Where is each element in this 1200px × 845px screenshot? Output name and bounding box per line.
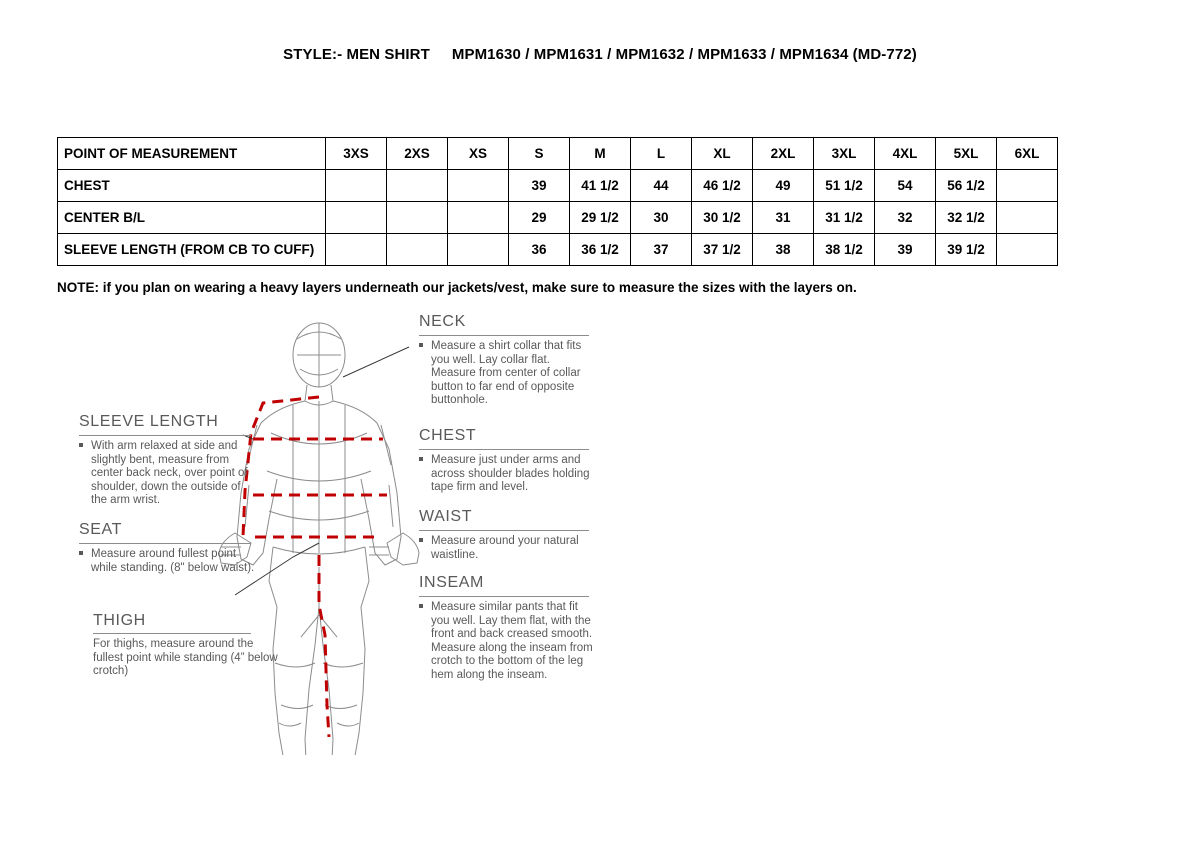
size-chart-table xyxy=(57,137,1058,266)
table-cell: 37 1/2 xyxy=(692,234,753,266)
table-cell: 36 xyxy=(509,234,570,266)
table-cell: 39 xyxy=(509,170,570,202)
table-cell xyxy=(448,234,509,266)
table-header-cell: 3XL xyxy=(814,138,875,170)
table-header-cell: POINT OF MEASUREMENT xyxy=(58,138,326,170)
callout-body-thigh: For thighs, measure around the fullest point while standing (4” below crotch) xyxy=(93,638,278,678)
callout-title-sleeve-length: SLEEVE LENGTH xyxy=(79,413,219,430)
table-header-cell: 4XL xyxy=(875,138,936,170)
table-header-cell: 2XL xyxy=(753,138,814,170)
table-cell: 31 xyxy=(753,202,814,234)
table-cell xyxy=(326,234,387,266)
page-title xyxy=(0,46,1200,63)
table-header-cell: M xyxy=(570,138,631,170)
callout-title-seat: SEAT xyxy=(79,521,123,538)
table-cell: 54 xyxy=(875,170,936,202)
table-row xyxy=(58,202,1058,234)
bullet-icon xyxy=(419,538,423,542)
page-title-style-label: STYLE:- MEN SHIRT xyxy=(283,46,430,63)
callout-body-sleeve-length: With arm relaxed at side and slightly bent, measure from center back neck, over point of shoulder, down the outside of the arm wrist. xyxy=(79,440,257,508)
table-cell xyxy=(387,202,448,234)
bullet-icon xyxy=(419,604,423,608)
body-figure-illustration xyxy=(57,305,1147,755)
callout-rule-seat xyxy=(79,543,251,544)
callout-title-chest: CHEST xyxy=(419,427,477,444)
callout-body-seat: Measure around fullest point while standing. (8" below waist). xyxy=(79,548,257,575)
table-header-cell: 3XS xyxy=(326,138,387,170)
table-cell xyxy=(448,202,509,234)
table-cell: 29 1/2 xyxy=(570,202,631,234)
callout-rule-neck xyxy=(419,335,589,336)
bullet-icon xyxy=(419,457,423,461)
measurement-diagram xyxy=(57,305,1147,755)
table-cell xyxy=(326,202,387,234)
table-cell: 39 1/2 xyxy=(936,234,997,266)
callout-title-waist: WAIST xyxy=(419,508,473,525)
table-cell: 39 xyxy=(875,234,936,266)
table-cell xyxy=(997,202,1058,234)
table-row xyxy=(58,170,1058,202)
table-cell: 31 1/2 xyxy=(814,202,875,234)
callout-title-thigh: THIGH xyxy=(93,612,146,629)
callout-body-chest: Measure just under arms and across shoulder blades holding tape firm and level. xyxy=(419,454,599,495)
table-cell xyxy=(997,170,1058,202)
table-header-cell: 5XL xyxy=(936,138,997,170)
callout-body-waist: Measure around your natural waistline. xyxy=(419,535,599,562)
size-chart-table-wrapper xyxy=(57,137,1057,266)
table-cell xyxy=(326,170,387,202)
callout-body-inseam: Measure similar pants that fit you well. Lay them flat, with the front and back creased smooth. Measure along the inseam from crotch to the bottom of the leg hem along the inseam. xyxy=(419,601,599,683)
table-header-cell: XS xyxy=(448,138,509,170)
bullet-icon xyxy=(79,551,83,555)
table-header-row xyxy=(58,138,1058,170)
table-cell: 30 1/2 xyxy=(692,202,753,234)
row-label: CHEST xyxy=(58,170,326,202)
table-cell: 41 1/2 xyxy=(570,170,631,202)
row-label: SLEEVE LENGTH (FROM CB TO CUFF) xyxy=(58,234,326,266)
table-cell xyxy=(997,234,1058,266)
page-title-style-codes: MPM1630 / MPM1631 / MPM1632 / MPM1633 / MPM1634 (MD-772) xyxy=(451,46,917,63)
table-header-cell: XL xyxy=(692,138,753,170)
table-header-cell: S xyxy=(509,138,570,170)
table-cell: 51 1/2 xyxy=(814,170,875,202)
callout-rule-waist xyxy=(419,530,589,531)
callout-rule-chest xyxy=(419,449,589,450)
table-cell: 46 1/2 xyxy=(692,170,753,202)
table-cell: 44 xyxy=(631,170,692,202)
bullet-icon xyxy=(419,343,423,347)
callout-rule-inseam xyxy=(419,596,589,597)
table-cell: 38 xyxy=(753,234,814,266)
table-cell: 38 1/2 xyxy=(814,234,875,266)
table-cell: 56 1/2 xyxy=(936,170,997,202)
callout-rule-thigh xyxy=(93,633,251,634)
table-header-cell: 2XS xyxy=(387,138,448,170)
table-cell xyxy=(387,234,448,266)
table-cell: 36 1/2 xyxy=(570,234,631,266)
table-cell: 30 xyxy=(631,202,692,234)
row-label: CENTER B/L xyxy=(58,202,326,234)
table-cell: 29 xyxy=(509,202,570,234)
callout-title-inseam: INSEAM xyxy=(419,574,484,591)
callout-body-neck: Measure a shirt collar that fits you well. Lay collar flat. Measure from center of collar button to far end of opposite buttonhole. xyxy=(419,340,597,408)
bullet-icon xyxy=(79,443,83,447)
callout-rule-sleeve-length xyxy=(79,435,251,436)
table-cell xyxy=(448,170,509,202)
table-cell xyxy=(387,170,448,202)
table-header-cell: L xyxy=(631,138,692,170)
table-cell: 49 xyxy=(753,170,814,202)
table-header-cell: 6XL xyxy=(997,138,1058,170)
table-cell: 32 1/2 xyxy=(936,202,997,234)
table-row xyxy=(58,234,1058,266)
table-cell: 32 xyxy=(875,202,936,234)
measurement-note: NOTE: if you plan on wearing a heavy layers underneath our jackets/vest, make sure to measure the sizes with the layers on. xyxy=(57,280,857,295)
table-cell: 37 xyxy=(631,234,692,266)
callout-title-neck: NECK xyxy=(419,313,466,330)
